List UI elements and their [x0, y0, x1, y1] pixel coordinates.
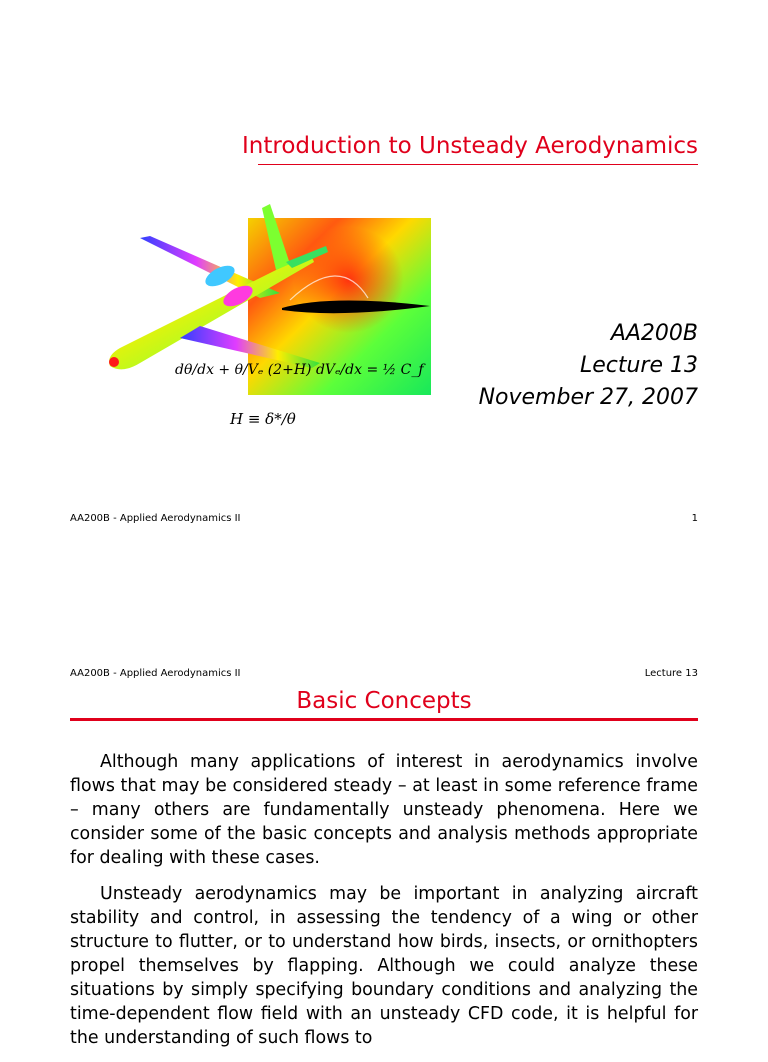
lecture-date: November 27, 2007 — [478, 385, 698, 410]
section-rule — [70, 718, 698, 721]
lecture-number: Lecture 13 — [579, 353, 698, 378]
title-underline — [258, 164, 698, 165]
course-code: AA200B — [610, 321, 698, 346]
aircraft-cfd-figure — [100, 198, 440, 443]
slide1-footer — [70, 513, 698, 524]
course-info — [479, 318, 698, 414]
header-lecture: Lecture 13 — [644, 668, 698, 679]
header-course-name: AA200B - Applied Aerodynamics II — [70, 668, 241, 679]
slide2-header — [70, 668, 698, 679]
page-number: 1 — [691, 513, 698, 524]
paragraph: Although many applications of interest in aerodynamics involve flows that may be considered steady – at least in some reference frame – many others are fundamentally unsteady phenomena. Here we consider some of the basic concepts and analysis methods appropriate for dealing with these cases. — [70, 752, 698, 868]
footer-course-name: AA200B - Applied Aerodynamics II — [70, 513, 241, 524]
paragraph: Unsteady aerodynamics may be important in analyzing aircraft stability and control, in assessing the tendency of a wing or other structure to flutter, or to understand how birds, insects, or ornithopters propel themselves by flapping. Although we could analyze these situations by simply specifying boundary conditions and analyzing the time-dependent flow field with an unsteady CFD code, it is helpful for the understanding of such flows to — [70, 884, 698, 1048]
boundary-layer-equation: dθ/dx + θ/Vₑ (2+H) dVₑ/dx = ½ C_f — [175, 362, 424, 378]
body-text — [70, 750, 698, 1062]
cfd-illustration — [100, 198, 440, 443]
shape-factor-equation: H ≡ δ*/θ — [230, 410, 296, 428]
slide-title: Introduction to Unsteady Aerodynamics — [242, 133, 698, 159]
section-title: Basic Concepts — [296, 688, 472, 714]
